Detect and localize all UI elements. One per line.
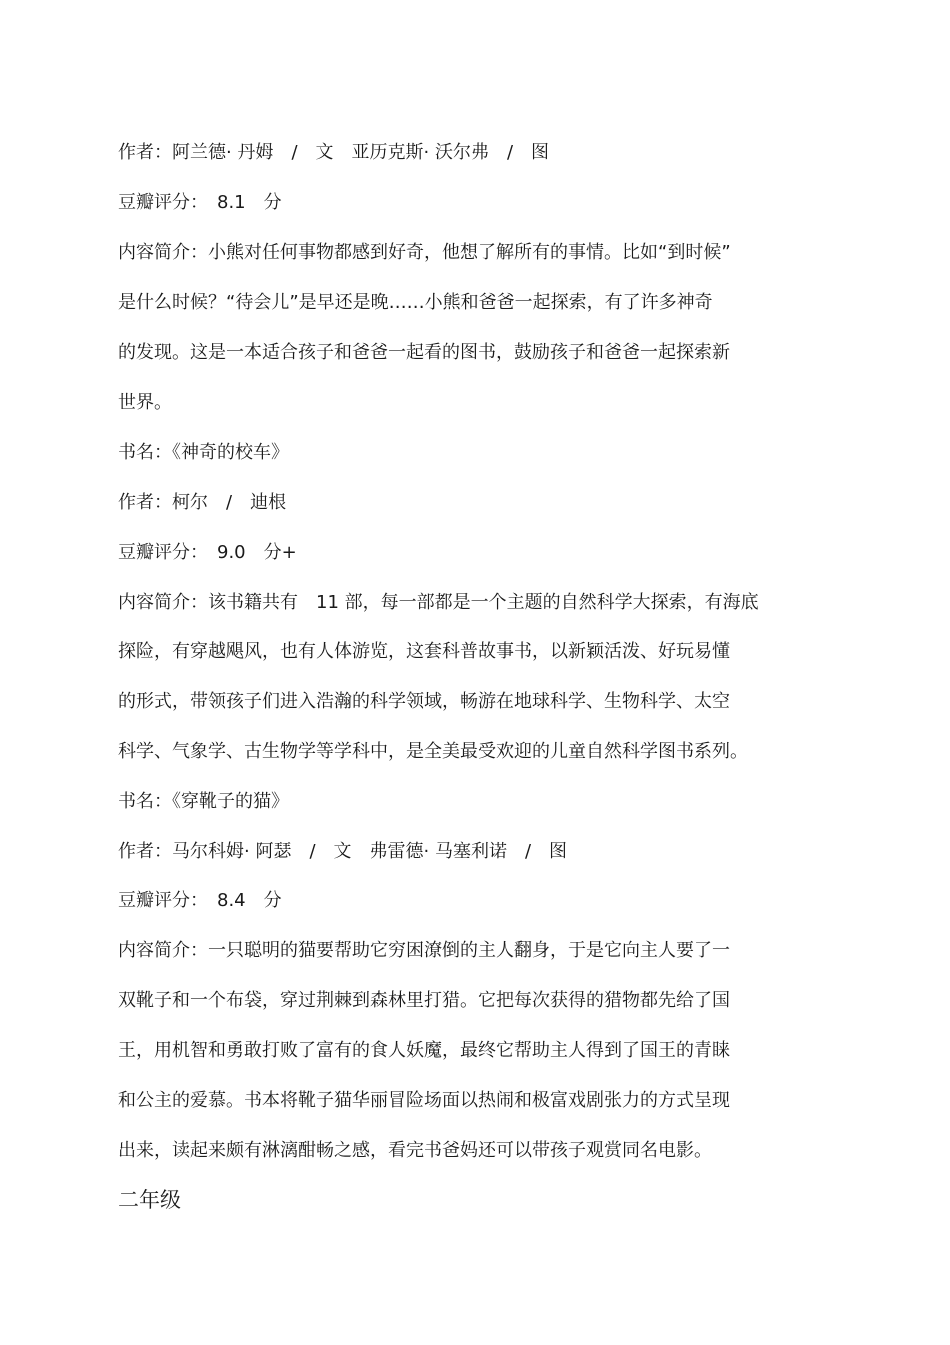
book2-summary-line: 科学、气象学、古生物学等学科中，是全美最受欢迎的儿童自然科学图书系列。 <box>118 741 748 762</box>
book3-rating: 豆瓣评分： 8.4 分 <box>118 890 282 911</box>
book2-rating: 豆瓣评分： 9.0 分+ <box>118 542 297 563</box>
book3-title: 书名：《穿靴子的猫》 <box>118 791 289 812</box>
book1-summary-line: 内容简介：小熊对任何事物都感到好奇，他想了解所有的事情。比如“到时候” <box>118 242 731 263</box>
book1-summary-line: 是什么时候？“待会儿”是早还是晚……小熊和爸爸一起探索，有了许多神奇 <box>118 292 713 313</box>
book1-summary-line: 的发现。这是一本适合孩子和爸爸一起看的图书，鼓励孩子和爸爸一起探索新 <box>118 342 730 363</box>
book3-author: 作者：马尔科姆· 阿瑟 / 文 弗雷德· 马塞利诺 / 图 <box>118 841 568 862</box>
book3-summary-line: 和公主的爱慕。书本将靴子猫华丽冒险场面以热闹和极富戏剧张力的方式呈现 <box>118 1090 730 1111</box>
book3-summary-line: 王，用机智和勇敢打败了富有的食人妖魔，最终它帮助主人得到了国王的青睐 <box>118 1040 730 1061</box>
book3-summary-line: 双靴子和一个布袋，穿过荆棘到森林里打猎。它把每次获得的猎物都先给了国 <box>118 990 730 1011</box>
book3-summary-line: 出来，读起来颇有淋漓酣畅之感，看完书爸妈还可以带孩子观赏同名电影。 <box>118 1140 712 1161</box>
book2-summary-line: 的形式，带领孩子们进入浩瀚的科学领域，畅游在地球科学、生物科学、太空 <box>118 691 730 712</box>
book1-summary-line: 世界。 <box>118 392 172 413</box>
book1-author: 作者：阿兰德· 丹姆 / 文 亚历克斯· 沃尔弗 / 图 <box>118 142 550 163</box>
book3-summary-line: 内容简介：一只聪明的猫要帮助它穷困潦倒的主人翻身，于是它向主人要了一 <box>118 940 730 961</box>
book2-summary-line: 内容简介：该书籍共有 11 部，每一部都是一个主题的自然科学大探索，有海底 <box>118 592 759 613</box>
book2-summary-line: 探险，有穿越飓风，也有人体游览，这套科普故事书，以新颖活泼、好玩易懂 <box>118 641 730 662</box>
book2-author: 作者：柯尔 / 迪根 <box>118 492 287 513</box>
section-heading: 二年级 <box>118 1188 181 1212</box>
book1-rating: 豆瓣评分： 8.1 分 <box>118 192 282 213</box>
book2-title: 书名：《神奇的校车》 <box>118 442 289 463</box>
